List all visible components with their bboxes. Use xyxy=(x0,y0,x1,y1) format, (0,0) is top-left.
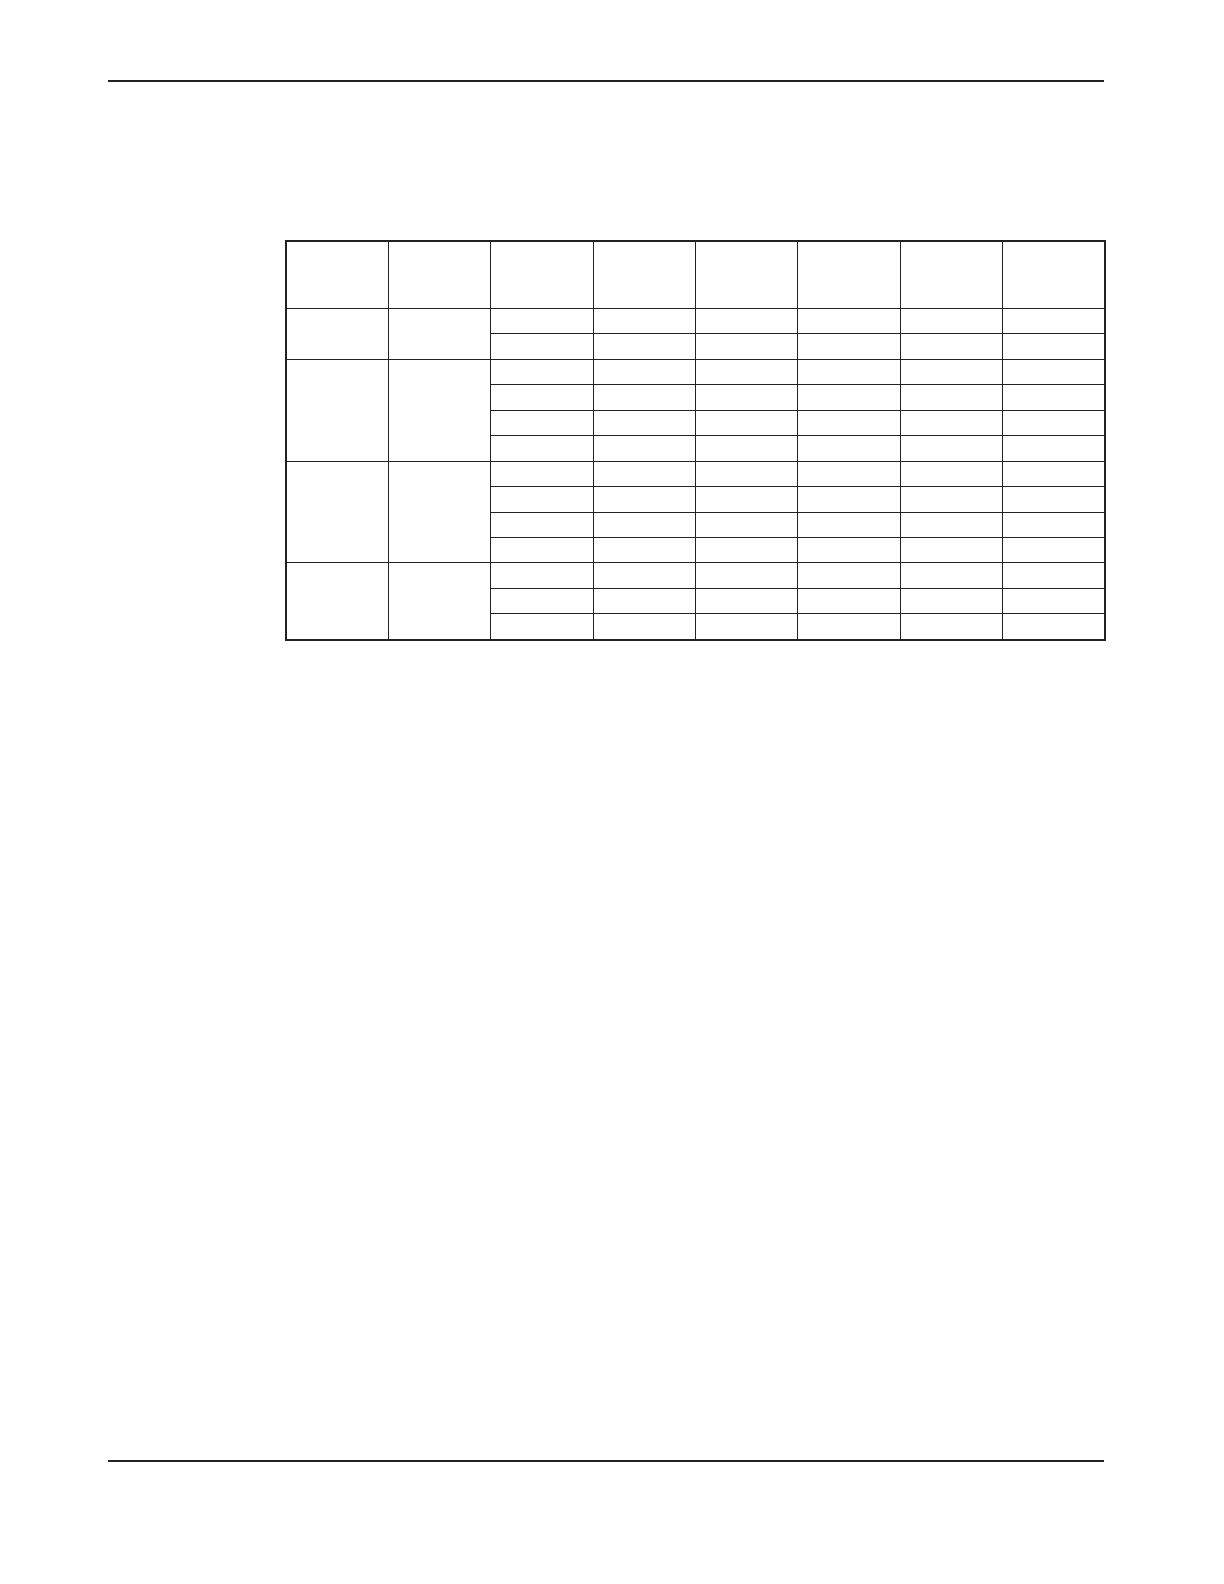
table-cell xyxy=(593,334,695,359)
table-cell xyxy=(798,512,900,537)
table-cell xyxy=(798,461,900,486)
table-cell xyxy=(696,385,798,410)
table-cell xyxy=(798,385,900,410)
table-cell xyxy=(798,359,900,384)
table-cell xyxy=(696,563,798,588)
table-cell xyxy=(593,410,695,435)
table-cell xyxy=(593,588,695,613)
table-row xyxy=(286,359,1105,384)
table-cell xyxy=(1003,436,1105,461)
table-group-cell xyxy=(286,461,388,563)
table-cell xyxy=(798,537,900,562)
table-cell xyxy=(1003,410,1105,435)
table-cell xyxy=(593,461,695,486)
table-cell xyxy=(798,334,900,359)
table-header-cell xyxy=(286,241,388,308)
table-cell xyxy=(593,436,695,461)
table-cell xyxy=(593,308,695,333)
table-group-cell xyxy=(388,308,490,359)
table-cell xyxy=(1003,512,1105,537)
table-cell xyxy=(491,563,593,588)
table-cell xyxy=(491,385,593,410)
table-header-cell xyxy=(593,241,695,308)
table-cell xyxy=(491,359,593,384)
table-cell xyxy=(1003,487,1105,512)
table-group-cell xyxy=(286,563,388,640)
table-cell xyxy=(696,487,798,512)
table-group-cell xyxy=(388,359,490,461)
table-header-cell xyxy=(900,241,1002,308)
table-cell xyxy=(696,537,798,562)
table-cell xyxy=(696,614,798,640)
performance-chart xyxy=(290,700,910,1400)
table-cell xyxy=(900,614,1002,640)
table-cell xyxy=(491,588,593,613)
table-cell xyxy=(900,487,1002,512)
table-cell xyxy=(593,385,695,410)
table-cell xyxy=(900,436,1002,461)
table-cell xyxy=(1003,461,1105,486)
table-header-cell xyxy=(696,241,798,308)
table-cell xyxy=(696,334,798,359)
table-cell xyxy=(593,359,695,384)
table-cell xyxy=(491,461,593,486)
table-row xyxy=(286,308,1105,333)
table-header-cell xyxy=(1003,241,1105,308)
table-header-row xyxy=(286,241,1105,308)
table-cell xyxy=(491,436,593,461)
table-cell xyxy=(798,487,900,512)
table-cell xyxy=(593,512,695,537)
table-cell xyxy=(696,308,798,333)
table-cell xyxy=(491,512,593,537)
table-cell xyxy=(798,588,900,613)
table-cell xyxy=(1003,614,1105,640)
table-cell xyxy=(491,334,593,359)
table-group-cell xyxy=(388,563,490,640)
table-cell xyxy=(1003,537,1105,562)
table-cell xyxy=(900,385,1002,410)
table-cell xyxy=(593,563,695,588)
table-cell xyxy=(1003,308,1105,333)
table-cell xyxy=(696,436,798,461)
table-cell xyxy=(491,410,593,435)
table-cell xyxy=(1003,359,1105,384)
table-cell xyxy=(593,614,695,640)
specification-table xyxy=(285,240,1106,641)
table-header-cell xyxy=(491,241,593,308)
table-group-cell xyxy=(286,359,388,461)
table-cell xyxy=(900,512,1002,537)
table-cell xyxy=(593,537,695,562)
performance-chart-svg xyxy=(290,700,910,1400)
table-cell xyxy=(798,563,900,588)
table-row xyxy=(286,461,1105,486)
table-cell xyxy=(900,334,1002,359)
table-cell xyxy=(1003,588,1105,613)
table-header-cell xyxy=(388,241,490,308)
table-cell xyxy=(900,308,1002,333)
table-cell xyxy=(696,588,798,613)
table-cell xyxy=(798,410,900,435)
table-cell xyxy=(491,308,593,333)
table-cell xyxy=(1003,563,1105,588)
table-cell xyxy=(696,410,798,435)
table-cell xyxy=(900,537,1002,562)
table-header-cell xyxy=(798,241,900,308)
table-cell xyxy=(798,436,900,461)
table-cell xyxy=(696,512,798,537)
table-cell xyxy=(900,588,1002,613)
table-cell xyxy=(491,537,593,562)
table-cell xyxy=(1003,385,1105,410)
table-cell xyxy=(798,614,900,640)
table-cell xyxy=(696,359,798,384)
table-cell xyxy=(900,359,1002,384)
footer-rule xyxy=(108,1460,1104,1462)
table-cell xyxy=(900,410,1002,435)
table-cell xyxy=(798,308,900,333)
table-cell xyxy=(593,487,695,512)
header-rule xyxy=(108,80,1104,82)
table-cell xyxy=(491,614,593,640)
table-row xyxy=(286,563,1105,588)
table-cell xyxy=(696,461,798,486)
table-cell xyxy=(491,487,593,512)
table-cell xyxy=(900,563,1002,588)
table-group-cell xyxy=(388,461,490,563)
table-cell xyxy=(1003,334,1105,359)
table-group-cell xyxy=(286,308,388,359)
table-cell xyxy=(900,461,1002,486)
